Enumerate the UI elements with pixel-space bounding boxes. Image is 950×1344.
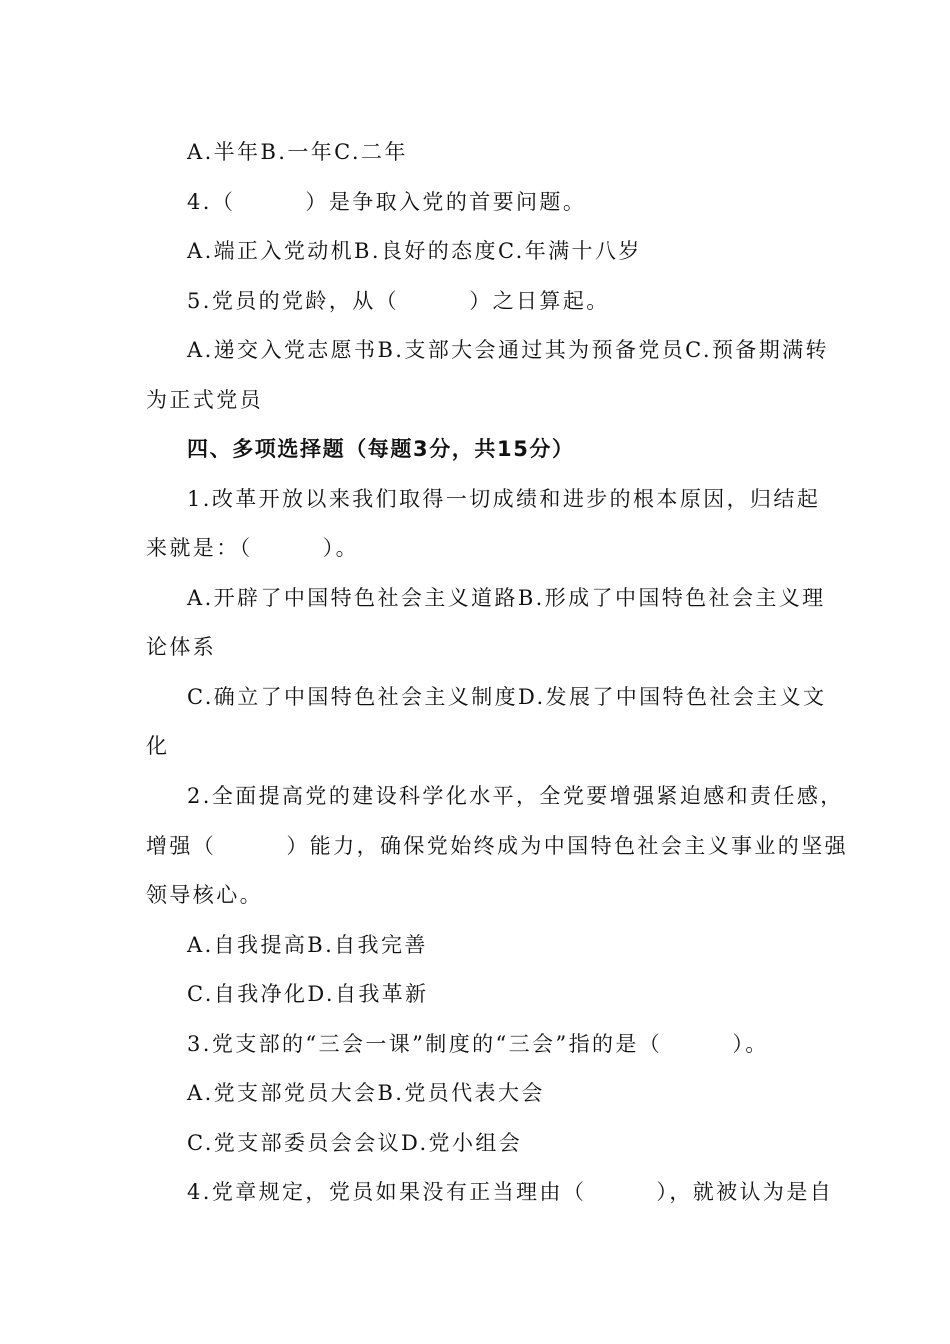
mc-question-3: 3.党支部的“三会一课”制度的“三会”指的是（ ）。 [187,1032,769,1056]
option-line-q5: A.递交入党志愿书B.支部大会通过其为预备党员C.预备期满转 [187,338,829,362]
mc-question-2-cont: 增强（ ）能力，确保党始终成为中国特色社会主义事业的坚强 [146,834,848,858]
mc-question-1: 1.改革开放以来我们取得一切成绩和进步的根本原因，归结起 [187,487,821,511]
mc-question-2-cont2: 领导核心。 [146,883,263,907]
option-line-q3: A.半年B.一年C.二年 [187,140,408,164]
mc-option-line-2a: A.自我提高B.自我完善 [187,933,428,957]
mc-option-line-3b: C.党支部委员会会议D.党小组会 [187,1131,523,1155]
option-line-q5-cont: 为正式党员 [146,388,263,412]
option-line-q4: A.端正入党动机B.良好的态度C.年满十八岁 [187,239,642,263]
question-4: 4.（ ）是争取入党的首要问题。 [187,190,587,214]
mc-option-line-1b: C.确立了中国特色社会主义制度D.发展了中国特色社会主义文 [187,685,827,709]
section-heading: 四、多项选择题（每题3分，共15分） [187,437,575,461]
mc-option-line-2b: C.自我净化D.自我革新 [187,982,429,1006]
mc-option-line-1a: A.开辟了中国特色社会主义道路B.形成了中国特色社会主义理 [187,586,826,610]
mc-question-2: 2.全面提高党的建设科学化水平，全党要增强紧迫感和责任感， [187,784,844,808]
mc-option-line-3a: A.党支部党员大会B.党员代表大会 [187,1081,545,1105]
mc-option-line-1b-cont: 化 [146,734,170,758]
mc-question-4: 4.党章规定，党员如果没有正当理由（ ），就被认为是自 [187,1180,834,1204]
mc-option-line-1a-cont: 论体系 [146,635,217,659]
mc-question-1-cont: 来就是：（ ）。 [146,536,359,560]
question-5: 5.党员的党龄，从（ ）之日算起。 [187,289,610,313]
